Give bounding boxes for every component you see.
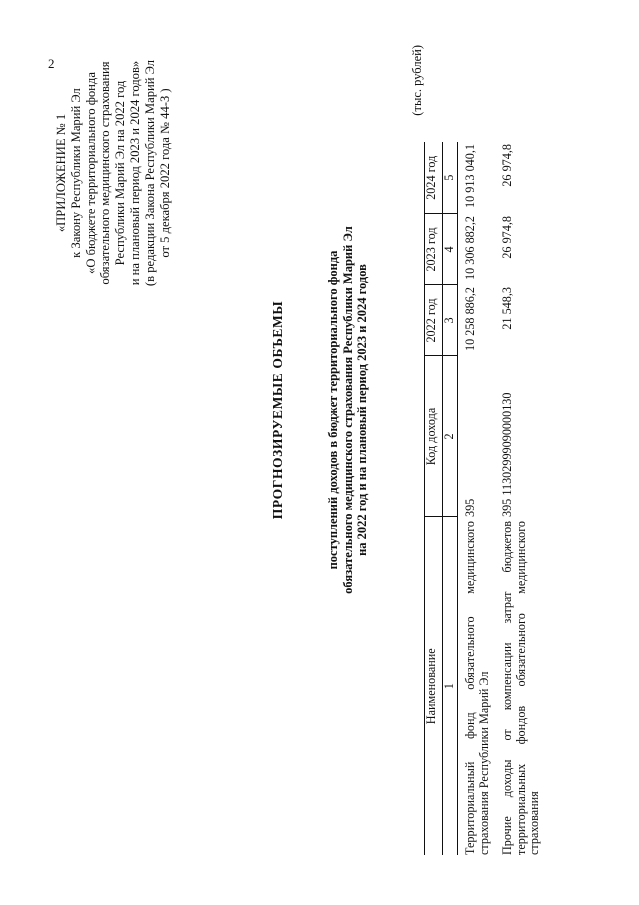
header-2022: 2022 год	[425, 285, 443, 356]
column-number: 1	[443, 517, 458, 855]
title-sub-line: обязательного медицинского страхования Республики Марий Эл	[340, 226, 355, 594]
title-sub-line: на 2022 год и на плановый период 2023 и 2024 годов	[355, 264, 369, 556]
annex-header	[54, 51, 172, 295]
annex-line: (в редакции Закона Республики Марий Эл	[142, 59, 157, 287]
header-2024: 2024 год	[425, 142, 443, 214]
column-number: 5	[443, 142, 458, 214]
table-header-row	[425, 142, 443, 855]
column-number-row	[443, 142, 458, 855]
unit-label: (тыс. рублей)	[410, 45, 424, 116]
table-row	[458, 142, 492, 855]
annex-line: «О бюджете территориального фонда	[83, 72, 98, 274]
column-number: 4	[443, 214, 458, 285]
revenue-table	[424, 142, 542, 855]
row-value-2023: 26 974,8	[500, 216, 515, 259]
row-value-2022: 10 258 886,2	[463, 287, 477, 351]
row-value-2024: 10 913 040,1	[463, 144, 477, 208]
document-title	[270, 115, 370, 705]
row-code: 395 11302999090000130	[500, 392, 515, 517]
annex-line: от 5 декабря 2022 года № 44-З )	[157, 88, 172, 258]
header-name: Наименование	[425, 517, 443, 855]
row-code: 395	[463, 498, 477, 517]
row-value-2024: 26 974,8	[500, 144, 515, 187]
column-number: 2	[443, 356, 458, 517]
header-code: Код дохода	[425, 356, 443, 517]
row-value-2022: 21 548,3	[500, 287, 515, 330]
page-number: 2	[48, 56, 55, 71]
annex-line: и на плановый период 2023 и 2024 годов»	[127, 60, 142, 286]
row-name: Прочие доходы от компенсации затрат бюджетов территориальных фондов обязательного медицинского страхования	[500, 521, 542, 855]
annex-line: к Закону Республики Марий Эл	[68, 88, 83, 258]
row-value-2023: 10 306 882,2	[463, 216, 477, 280]
annex-line: «ПРИЛОЖЕНИЕ № 1	[54, 113, 68, 233]
annex-line: Республики Марий Эл на 2022 год	[113, 80, 128, 266]
column-number: 3	[443, 285, 458, 356]
title-main: ПРОГНОЗИРУЕМЫЕ ОБЪЕМЫ	[270, 300, 285, 520]
row-name: Территориальный фонд обязательного медицинского страхования Республики Марий Эл	[463, 521, 491, 855]
header-2023: 2023 год	[425, 214, 443, 285]
title-sub-line: поступлений доходов в бюджет территориального фонда	[326, 250, 340, 570]
table-row	[491, 142, 542, 855]
annex-line: обязательного медицинского страхования	[98, 61, 113, 285]
